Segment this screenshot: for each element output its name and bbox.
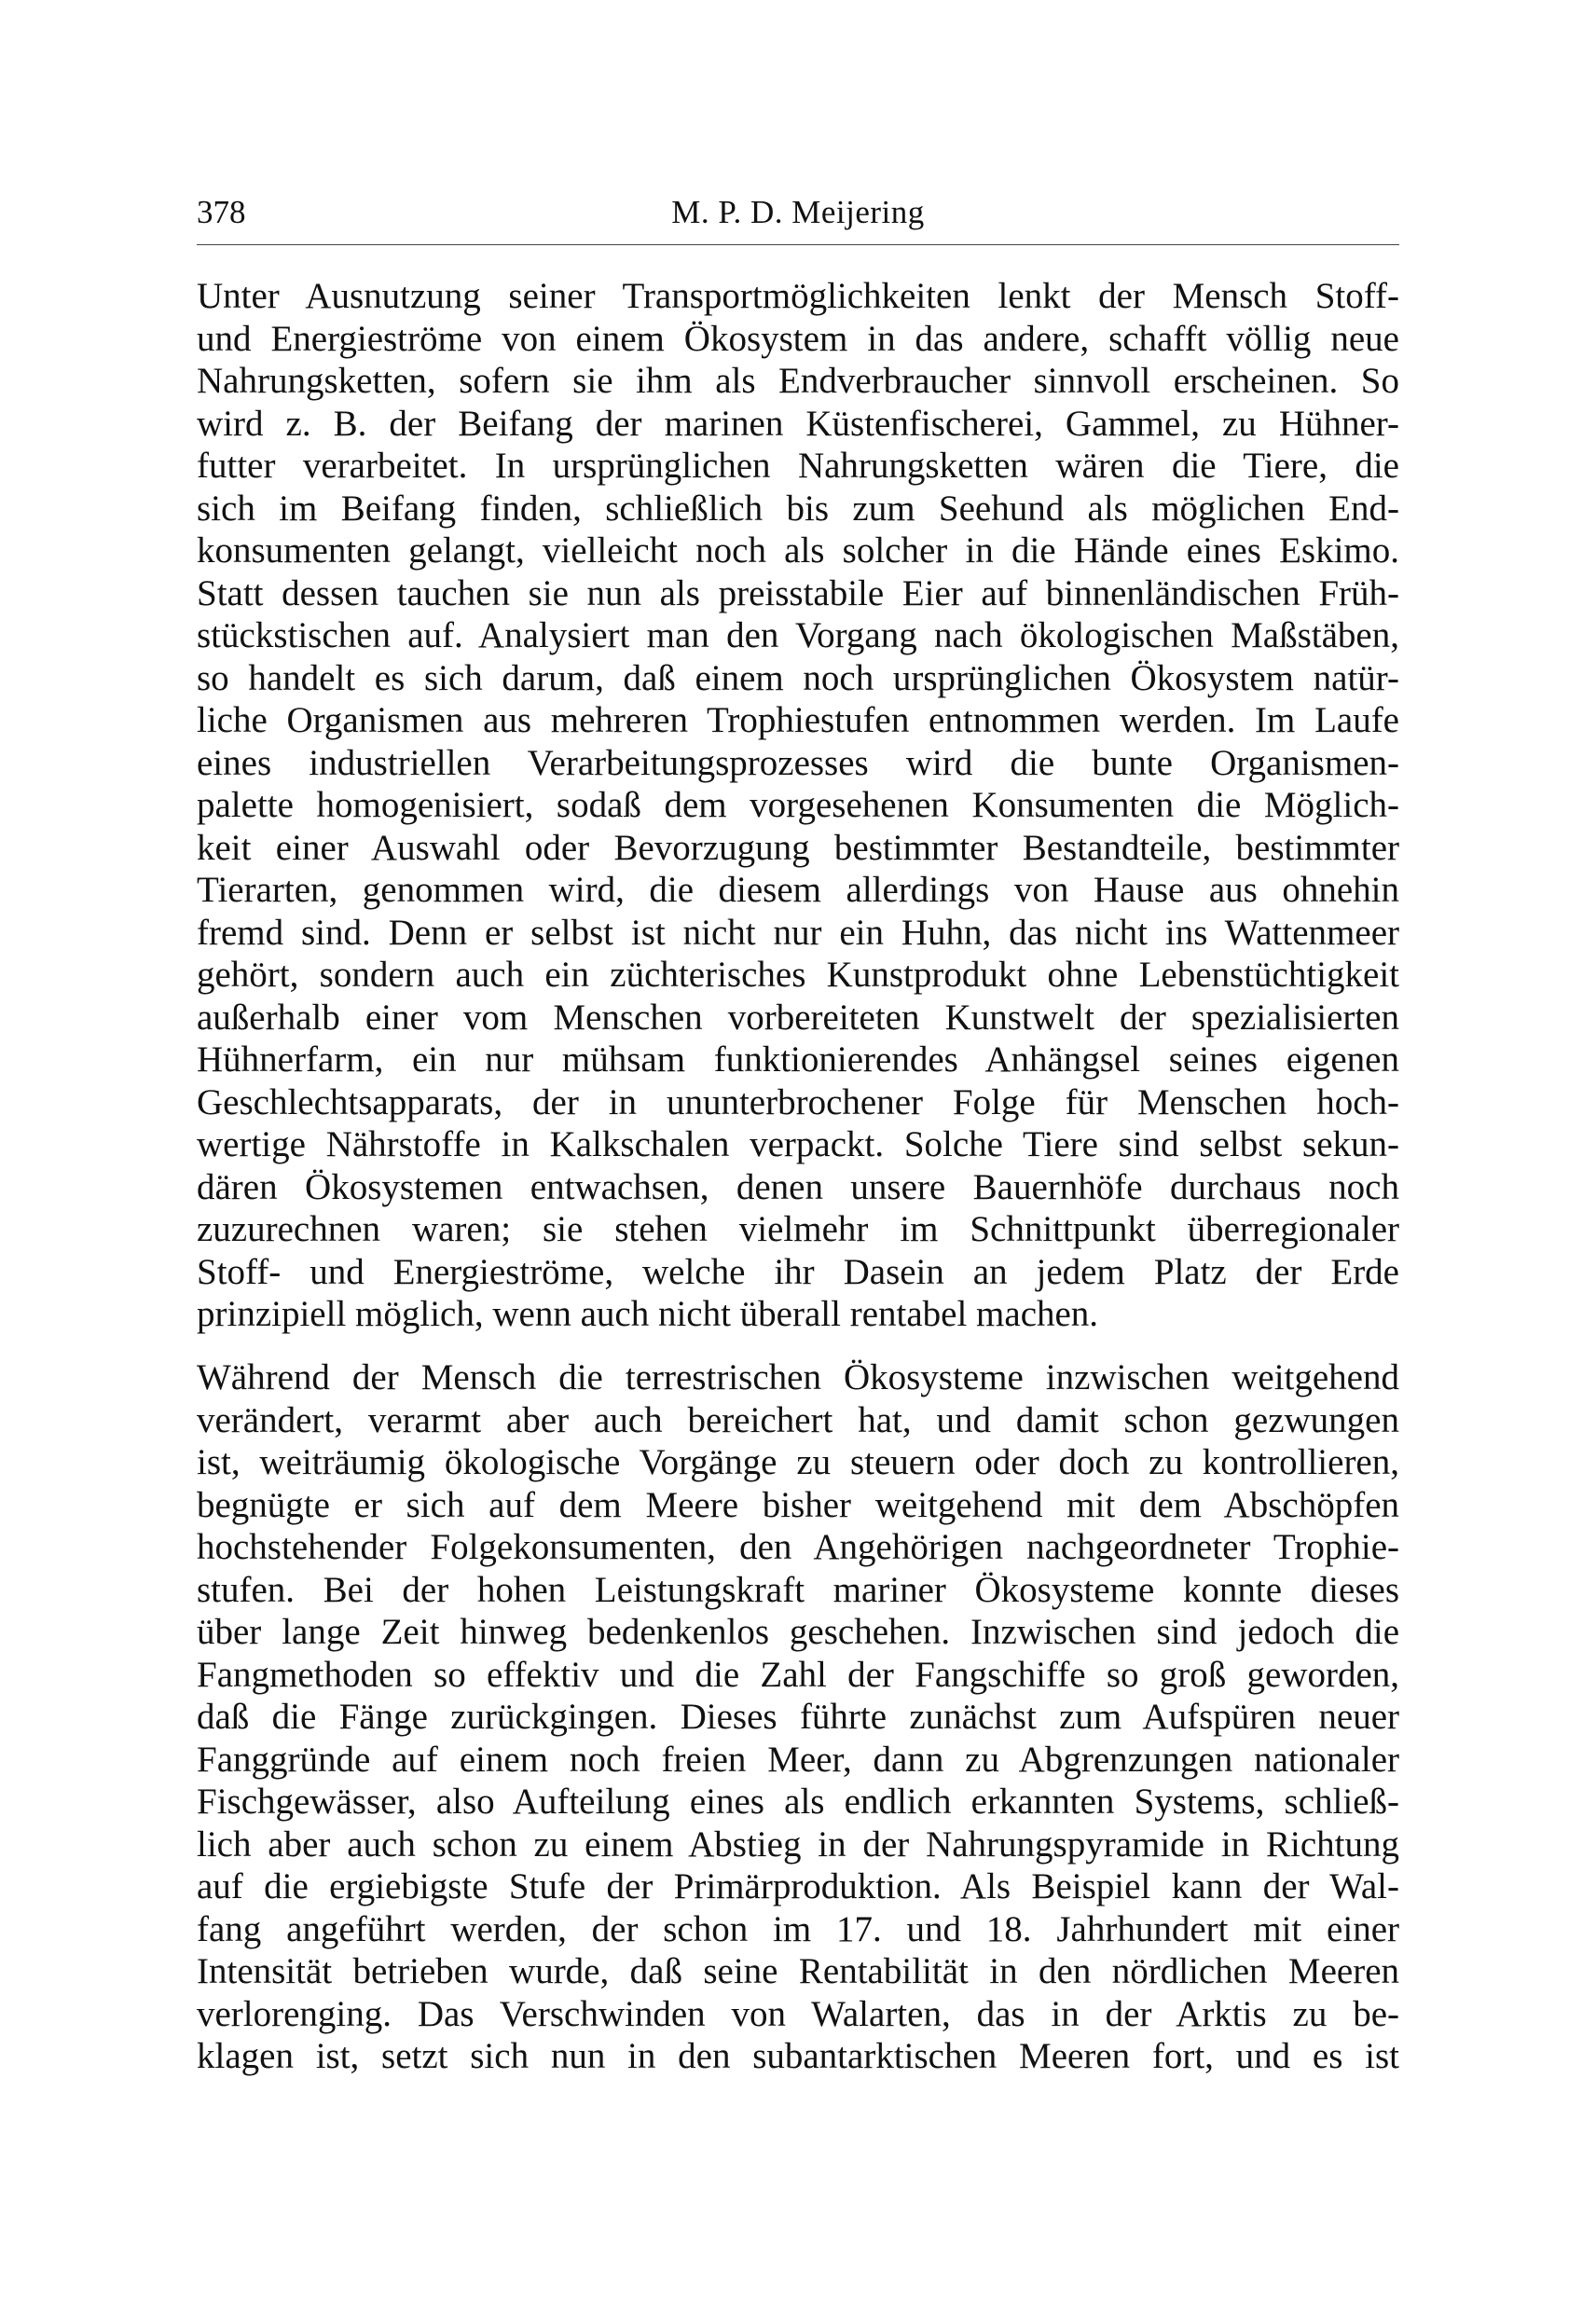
text-line: Stoff- und Energieströme, welche ihr Dasein an jedem Platz der Erde: [197, 1251, 1399, 1292]
text-line: sich im Beifang finden, schließlich bis zum Seehund als möglichen End-: [197, 488, 1399, 529]
text-line: Statt dessen tauchen sie nun als preisstabile Eier auf binnenländischen Früh-: [197, 572, 1399, 613]
text-line: Tierarten, genommen wird, die diesem allerdings von Hause aus ohnehin: [197, 870, 1399, 910]
text-line: so handelt es sich darum, daß einem noch ursprünglichen Ökosystem natür-: [197, 657, 1399, 698]
text-line: keit einer Auswahl oder Bevorzugung bestimmter Bestandteile, bestimmter: [197, 827, 1399, 868]
text-line: Intensität betrieben wurde, daß seine Rentabilität in den nördlichen Meeren: [197, 1951, 1399, 1991]
running-header: [197, 186, 1399, 239]
text-line: lich aber auch schon zu einem Abstieg in der Nahrungspyramide in Richtung: [197, 1823, 1399, 1865]
text-line: Fischgewässer, also Aufteilung eines als endlich erkannten Systems, schließ-: [197, 1782, 1399, 1822]
text-line: Während der Mensch die terrestrischen Ökosysteme inzwischen weitgehend: [197, 1357, 1399, 1397]
text-line: Unter Ausnutzung seiner Transportmöglichkeiten lenkt der Mensch Stoff-: [197, 276, 1399, 316]
text-line: Fangmethoden so effektiv und die Zahl der Fangschiffe so groß geworden,: [197, 1654, 1399, 1695]
text-line: eines industriellen Verarbeitungsprozesses wird die bunte Organismen-: [197, 742, 1399, 783]
text-line: futter verarbeitet. In ursprünglichen Nahrungsketten wären die Tiere, die: [197, 446, 1399, 486]
paragraph-2: [197, 1356, 1399, 2078]
running-title: M. P. D. Meijering: [671, 194, 925, 230]
text-line: hochstehender Folgekonsumenten, den Angehörigen nachgeordneter Trophie-: [197, 1527, 1399, 1567]
text-line: fremd sind. Denn er selbst ist nicht nur ein Huhn, das nicht ins Wattenmeer: [197, 912, 1399, 953]
text-line: konsumenten gelangt, vielleicht noch als solcher in die Hände eines Eskimo.: [197, 530, 1399, 571]
text-line: Hühnerfarm, ein nur mühsam funktionierendes Anhängsel seines eigenen: [197, 1039, 1399, 1080]
text-line: prinzipiell möglich, wenn auch nicht überall rentabel machen.: [197, 1294, 1099, 1334]
text-line: Fanggründe auf einem noch freien Meer, dann zu Abgrenzungen nationaler: [197, 1739, 1399, 1780]
text-line: dären Ökosystemen entwachsen, denen unsere Bauernhöfe durchaus noch: [197, 1166, 1399, 1207]
text-line: wertige Nährstoffe in Kalkschalen verpackt. Solche Tiere sind selbst sekun-: [197, 1124, 1399, 1164]
text-line: außerhalb einer vom Menschen vorbereiteten Kunstwelt der spezialisierten: [197, 997, 1399, 1038]
text-line: ist, weiträumig ökologische Vorgänge zu steuern oder doch zu kontrollieren,: [197, 1442, 1399, 1482]
text-line: gehört, sondern auch ein züchterisches Kunstprodukt ohne Lebenstüchtigkeit: [197, 955, 1399, 995]
text-line: wird z. B. der Beifang der marinen Küstenfischerei, Gammel, zu Hühner-: [197, 403, 1399, 444]
text-line: fang angeführt werden, der schon im 17. und 18. Jahrhundert mit einer: [197, 1908, 1399, 1949]
header-rule: [197, 244, 1399, 245]
paragraph-1: [197, 275, 1399, 1336]
text-line: über lange Zeit hinweg bedenkenlos geschehen. Inzwischen sind jedoch die: [197, 1612, 1399, 1652]
text-line: klagen ist, setzt sich nun in den subantarktischen Meeren fort, und es ist: [197, 2036, 1399, 2076]
text-line: und Energieströme von einem Ökosystem in das andere, schafft völlig neue: [197, 318, 1399, 359]
text-line: auf die ergiebigste Stufe der Primärproduktion. Als Beispiel kann der Wal-: [197, 1866, 1399, 1906]
text-line: palette homogenisiert, sodaß dem vorgesehenen Konsumenten die Möglich-: [197, 785, 1399, 825]
text-line: stückstischen auf. Analysiert man den Vorgang nach ökologischen Maßstäben,: [197, 615, 1399, 655]
text-line: liche Organismen aus mehreren Trophiestufen entnommen werden. Im Laufe: [197, 700, 1399, 740]
text-line: begnügte er sich auf dem Meere bisher weitgehend mit dem Abschöpfen: [197, 1484, 1399, 1525]
text-line: zuzurechnen waren; sie stehen vielmehr im Schnittpunkt überregionaler: [197, 1209, 1399, 1249]
text-line: Geschlechtsapparats, der in ununterbrochener Folge für Menschen hoch-: [197, 1081, 1399, 1122]
text-line: daß die Fänge zurückgingen. Dieses führte zunächst zum Aufspüren neuer: [197, 1697, 1399, 1737]
text-line: Nahrungsketten, sofern sie ihm als Endverbraucher sinnvoll erscheinen. So: [197, 361, 1399, 401]
text-line: verlorenging. Das Verschwinden von Walarten, das in der Arktis zu be-: [197, 1993, 1399, 2034]
text-line: stufen. Bei der hohen Leistungskraft mariner Ökosysteme konnte dieses: [197, 1569, 1399, 1610]
text-line: verändert, verarmt aber auch bereichert hat, und damit schon gezwungen: [197, 1399, 1399, 1440]
page-number: 378: [197, 194, 246, 230]
